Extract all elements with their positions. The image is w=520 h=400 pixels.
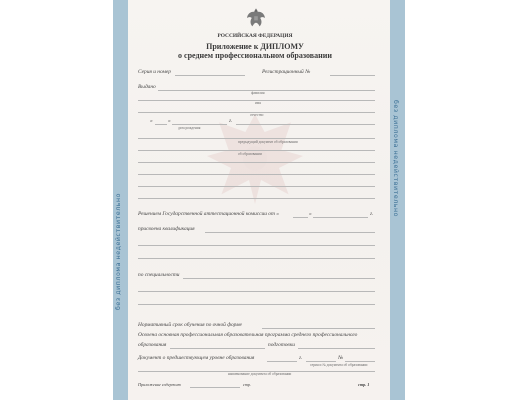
reg-number-line[interactable]	[330, 75, 375, 76]
program-level-line[interactable]	[170, 348, 265, 349]
document-series-line[interactable]	[306, 361, 336, 362]
date-of-birth-caption: дата рождения	[178, 126, 201, 130]
commission-quote-close: »	[309, 211, 312, 217]
program-level-label: подготовки	[268, 342, 295, 348]
birth-quote-close: »	[168, 118, 171, 124]
issued-label: Выдано	[138, 84, 156, 90]
birth-month-line[interactable]	[172, 124, 227, 125]
surname-caption: фамилия	[251, 91, 265, 95]
birth-day-line[interactable]	[155, 124, 167, 125]
study-period-label: Нормативный срок обучения по очной форме	[138, 322, 242, 328]
left-security-band	[113, 0, 128, 400]
commission-month-line[interactable]	[313, 217, 368, 218]
footer-contains-label: Приложение содержит	[138, 382, 181, 387]
study-period-line[interactable]	[262, 328, 375, 329]
right-security-band	[390, 0, 405, 400]
program-label-line1: Освоена основная профессиональная образовательная программа среднего профессионального	[138, 332, 358, 338]
country-heading: РОССИЙСКАЯ ФЕДЕРАЦИЯ	[217, 33, 293, 39]
previous-education-line-2[interactable]	[138, 150, 375, 151]
document-series-caption: серия и № документа об образовании	[310, 363, 368, 367]
qualification-line-1[interactable]	[205, 232, 375, 233]
right-band-text: без диплома недействительно	[392, 100, 399, 218]
birth-place-line[interactable]	[236, 124, 375, 125]
blank-line-1[interactable]	[138, 174, 375, 175]
previous-education-line-1[interactable]	[138, 138, 375, 139]
previous-education-line-3[interactable]	[138, 162, 375, 163]
qualification-line-2[interactable]	[138, 245, 375, 246]
commission-decision-label: Решением Государственной аттестационной комиссии от «	[138, 211, 279, 217]
specialty-label: по специальности	[138, 272, 180, 278]
footer-pages-label: стр.	[243, 382, 252, 387]
surname-line[interactable]	[158, 90, 375, 91]
footer-pages-line[interactable]	[190, 387, 240, 388]
qualification-label: присвоена квалификация	[138, 226, 195, 232]
document-year-label: г.	[299, 355, 303, 361]
left-band-text: без диплома недействительно	[115, 192, 122, 310]
series-number-line[interactable]	[175, 75, 245, 76]
blank-line-3[interactable]	[138, 198, 375, 199]
patronymic-caption: отчество	[250, 113, 264, 117]
specialty-line-1[interactable]	[183, 278, 375, 279]
program-type-line[interactable]	[298, 348, 375, 349]
birth-quote-open: «	[150, 118, 153, 124]
commission-day-line[interactable]	[293, 217, 308, 218]
previous-education-caption: предыдущий документ об образовании	[238, 140, 298, 144]
document-subtitle: о среднем профессиональном образовании	[178, 51, 332, 60]
previous-level-caption: об образовании	[238, 152, 262, 156]
document-type-caption: наименование документа об образовании	[228, 372, 292, 376]
document-number-line[interactable]	[345, 361, 375, 362]
commission-year-label: г.	[370, 211, 374, 217]
qualification-line-3[interactable]	[138, 258, 375, 259]
document-year-line[interactable]	[267, 361, 297, 362]
document-level-label: Документ о предшествующем уровне образования	[138, 355, 255, 361]
name-caption: имя	[255, 101, 261, 105]
specialty-line-2[interactable]	[138, 291, 375, 292]
blank-line-2[interactable]	[138, 186, 375, 187]
series-number-label: Серия и номер	[138, 69, 172, 75]
coat-of-arms-icon	[244, 6, 268, 30]
program-label-line2: образования	[138, 342, 167, 348]
specialty-line-3[interactable]	[138, 304, 375, 305]
footer-page-number: стр. 1	[358, 382, 370, 387]
document-number-label: №	[338, 355, 344, 361]
reg-number-label: Регистрационный №	[262, 69, 311, 75]
birth-year-label: г.	[229, 118, 233, 124]
document-title: Приложение к ДИПЛОМУ	[206, 42, 304, 51]
